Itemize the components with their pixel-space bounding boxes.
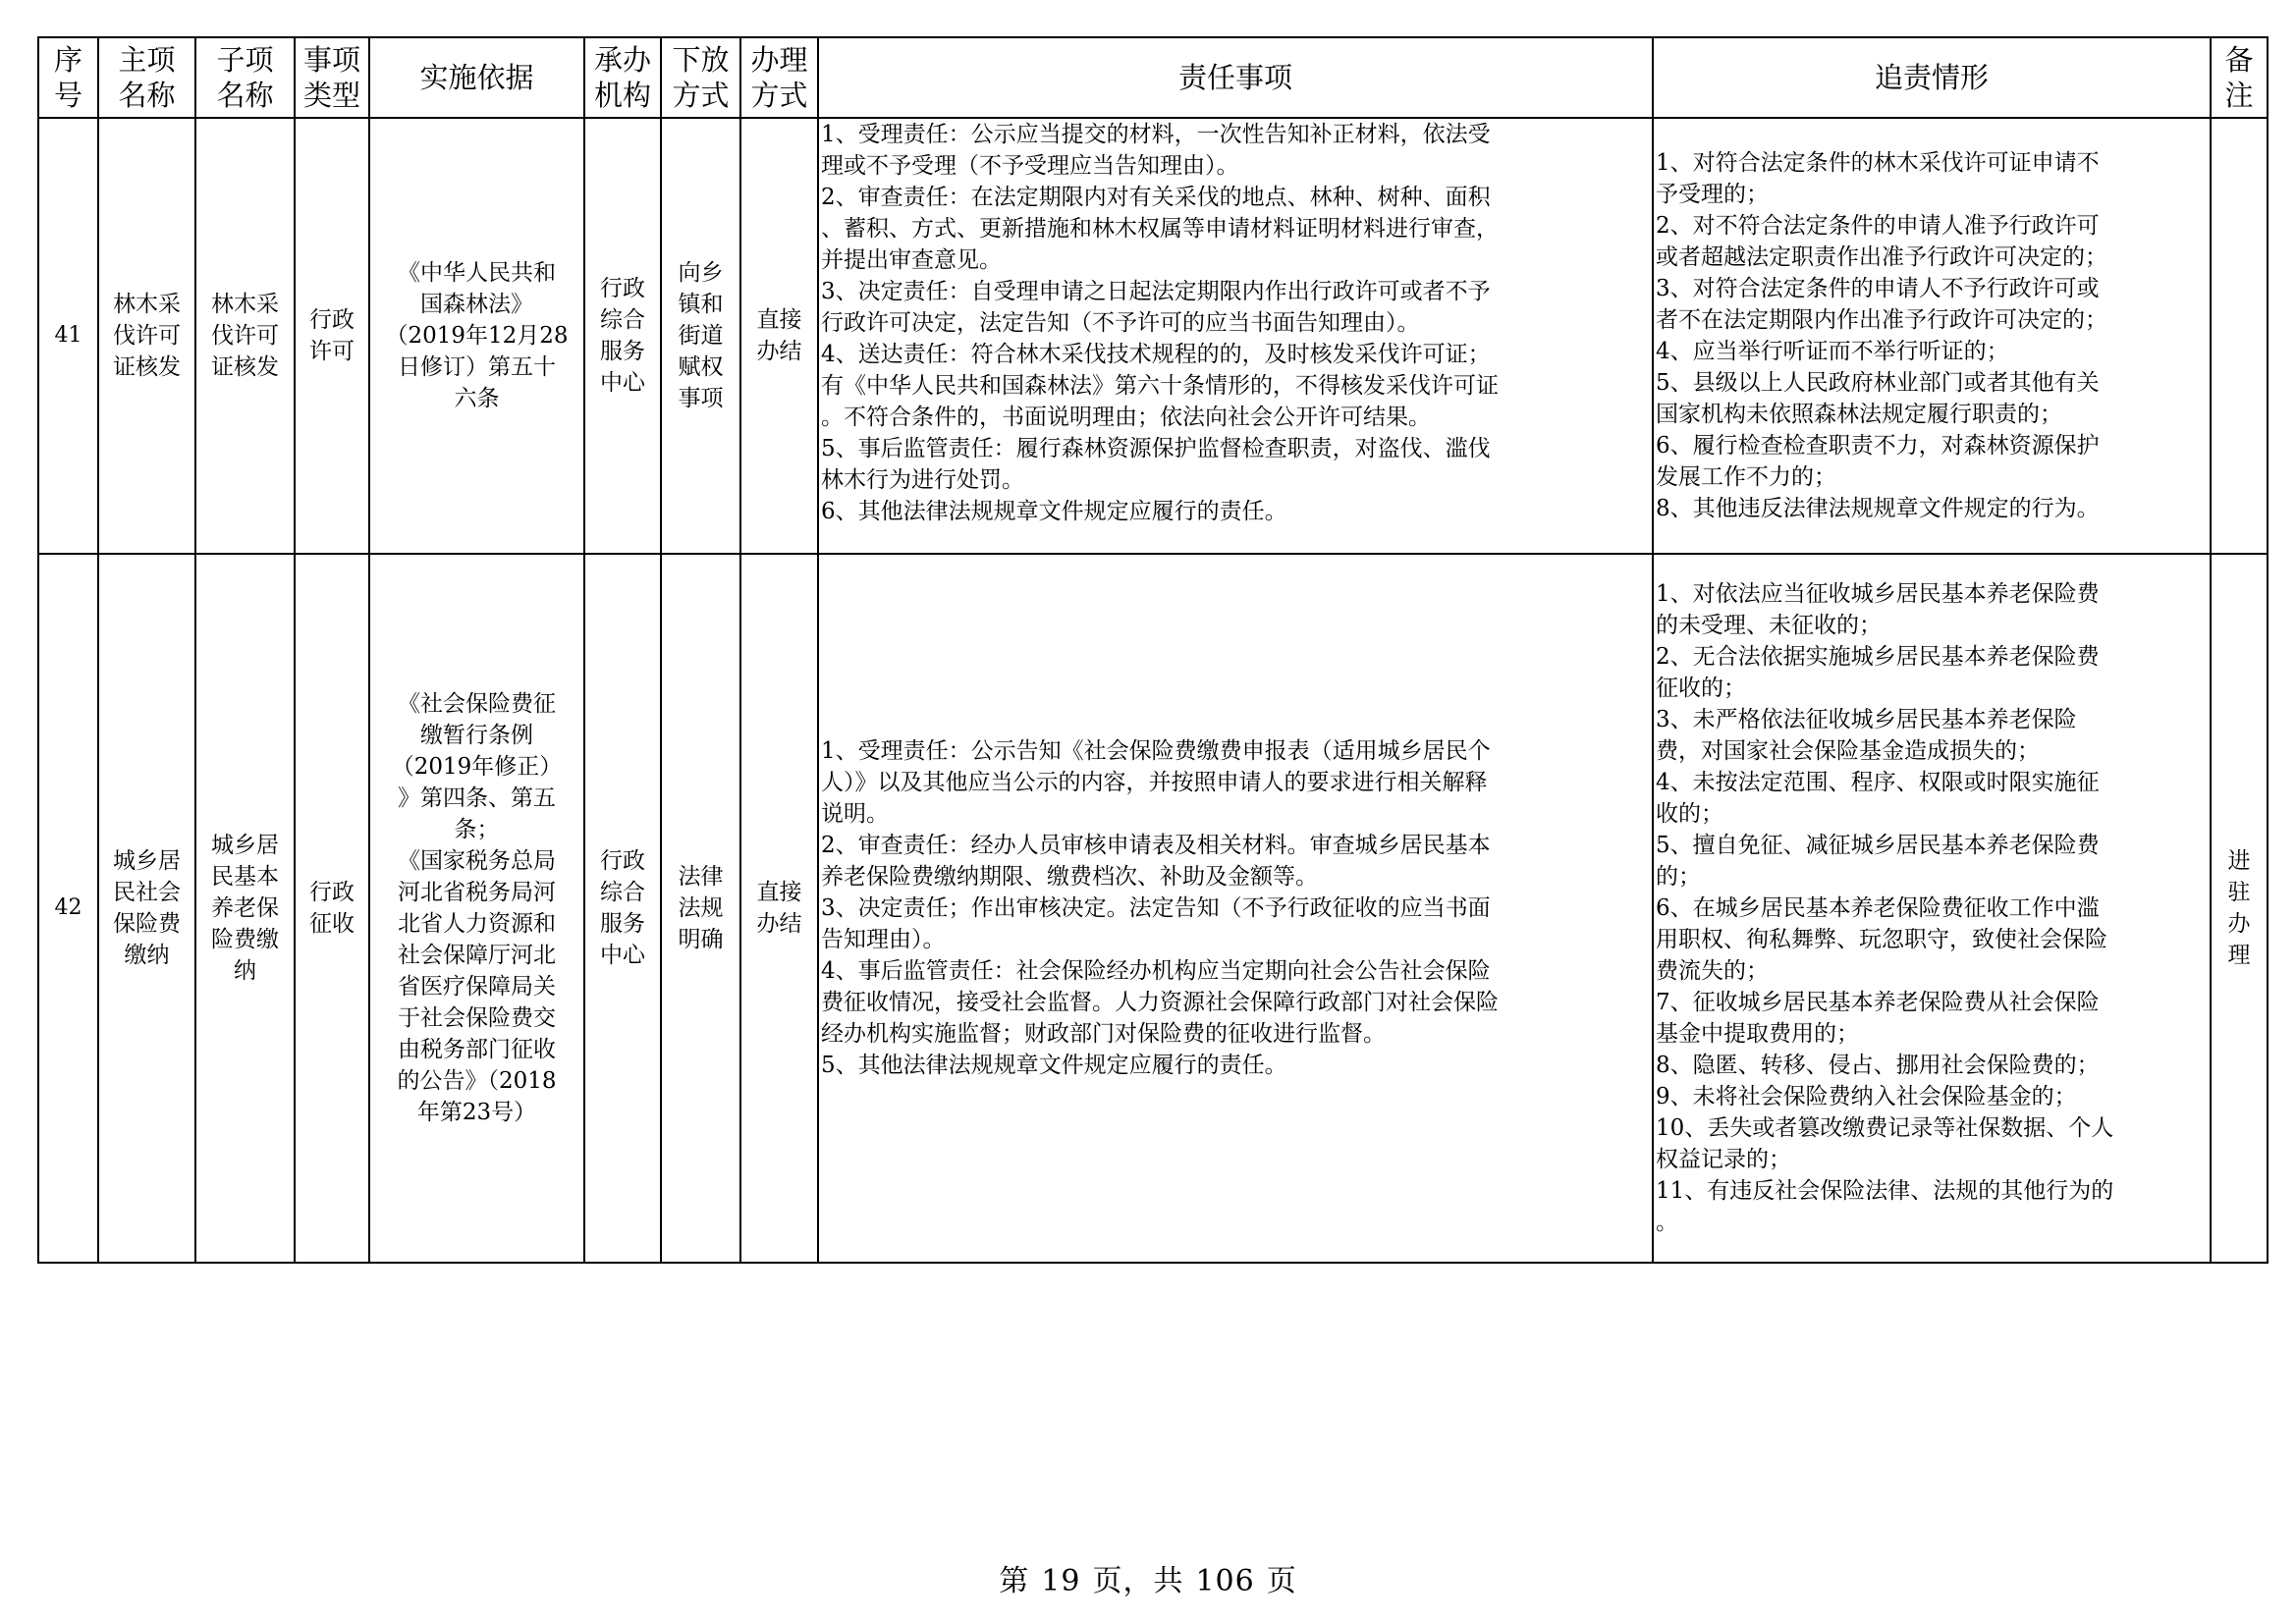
row-item-type: 行政 征收 <box>295 554 369 1263</box>
header-delegation: 下放 方式 <box>661 37 740 118</box>
row-remarks: 进 驻 办 理 <box>2211 554 2268 1263</box>
row-delegation: 法律 法规 明确 <box>661 554 740 1263</box>
header-agency: 承办 机构 <box>584 37 661 118</box>
header-main-item: 主项 名称 <box>98 37 195 118</box>
table-row <box>38 118 2268 554</box>
header-seq: 序 号 <box>38 37 98 118</box>
header-remarks: 备 注 <box>2211 37 2268 118</box>
row-seq: 42 <box>38 554 98 1263</box>
header-basis: 实施依据 <box>369 37 584 118</box>
page-footer <box>0 1556 2296 1599</box>
row-main-item: 城乡居 民社会 保险费 缴纳 <box>98 554 195 1263</box>
row-basis: 《中华人民共和 国森林法》 （2019年12月28 日修订）第五十 六条 <box>369 118 584 554</box>
footer-middle: 页，共 <box>1092 1564 1184 1598</box>
header-item-type: 事项 类型 <box>295 37 369 118</box>
row-sub-item: 城乡居 民基本 养老保 险费缴 纳 <box>195 554 295 1263</box>
row-accountability: 1、对依法应当征收城乡居民基本养老保险费 的未受理、未征收的； 2、无合法依据实施城乡居民基本养老保险费 征收的； 3、未严格依法征收城乡居民基本养老保险 费，对国家社会保险基金造成损失的； 4、未按法定范围、程序、权限或时限实施征 收的； 5、擅自免征、减征城乡居民基本养老保险费 的； 6、在城乡居民基本养老保险费征收工作中滥 用职权、徇私舞弊、玩忽职守，致使社会保险 费流失的； 7、征收城乡居民基本养老保险费从社会保险 基金中提取费用的； 8、隐匿、转移、侵占、挪用社会保险费的； 9、未将社会保险费纳入社会保险基金的； 10、丢失或者篡改缴费记录等社保数据、个人 权益记录的； 11、有违反社会保险法律、法规的其他行为的 。 <box>1653 554 2211 1263</box>
row-handling: 直接 办结 <box>740 118 818 554</box>
footer-prefix: 第 <box>999 1564 1030 1598</box>
responsibility-table <box>37 36 2269 1264</box>
row-basis: 《社会保险费征 缴暂行条例 （2019年修正） 》第四条、第五 条； 《国家税务总局 河北省税务局河 北省人力资源和 社会保障厅河北 省医疗保障局关 于社会保险费交 由税务部门征收 的公告》（2018 年第23号） <box>369 554 584 1263</box>
row-agency: 行政 综合 服务 中心 <box>584 554 661 1263</box>
row-main-item: 林木采 伐许可 证核发 <box>98 118 195 554</box>
row-responsibility: 1、受理责任：公示告知《社会保险费缴费申报表（适用城乡居民个 人）》以及其他应当公示的内容，并按照申请人的要求进行相关解释 说明。 2、审查责任：经办人员审核申请表及相关材料。审查城乡居民基本 养老保险费缴纳期限、缴费档次、补助及金额等。 3、决定责任；作出审核决定。法定告知（不予行政征收的应当书面 告知理由）。 4、事后监管责任：社会保险经办机构应当定期向社会公告社会保险 费征收情况，接受社会监督。人力资源社会保障行政部门对社会保险 经办机构实施监督；财政部门对保险费的征收进行监督。 5、其他法律法规规章文件规定应履行的责任。 <box>818 554 1653 1263</box>
header-row <box>38 37 2268 118</box>
footer-suffix: 页 <box>1266 1564 1297 1598</box>
row-handling: 直接 办结 <box>740 554 818 1263</box>
row-responsibility: 1、受理责任：公示应当提交的材料，一次性告知补正材料，依法受 理或不予受理（不予受理应当告知理由）。 2、审查责任：在法定期限内对有关采伐的地点、林种、树种、面积 、蓄积、方式、更新措施和林木权属等申请材料证明材料进行审查， 并提出审查意见。 3、决定责任：自受理申请之日起法定期限内作出行政许可或者不予 行政许可决定，法定告知（不予许可的应当书面告知理由）。 4、送达责任：符合林木采伐技术规程的的，及时核发采伐许可证； 有《中华人民共和国森林法》第六十条情形的，不得核发采伐许可证 。不符合条件的，书面说明理由；依法向社会公开许可结果。 5、事后监管责任：履行森林资源保护监督检查职责，对盗伐、滥伐 林木行为进行处罚。 6、其他法律法规规章文件规定应履行的责任。 <box>818 118 1653 554</box>
row-agency: 行政 综合 服务 中心 <box>584 118 661 554</box>
row-seq: 41 <box>38 118 98 554</box>
row-remarks <box>2211 118 2268 554</box>
row-sub-item: 林木采 伐许可 证核发 <box>195 118 295 554</box>
current-page-number: 19 <box>1041 1564 1081 1598</box>
table-row <box>38 554 2268 1263</box>
row-accountability: 1、对符合法定条件的林木采伐许可证申请不 予受理的； 2、对不符合法定条件的申请人准予行政许可 或者超越法定职责作出准予行政许可决定的； 3、对符合法定条件的申请人不予行政许可或 者不在法定期限内作出准予行政许可决定的； 4、应当举行听证而不举行听证的； 5、县级以上人民政府林业部门或者其他有关 国家机构未依照森林法规定履行职责的； 6、履行检查检查职责不力，对森林资源保护 发展工作不力的； 8、其他违反法律法规规章文件规定的行为。 <box>1653 118 2211 554</box>
header-handling: 办理 方式 <box>740 37 818 118</box>
header-responsibility: 责任事项 <box>818 37 1653 118</box>
row-item-type: 行政 许可 <box>295 118 369 554</box>
row-delegation: 向乡 镇和 街道 赋权 事项 <box>661 118 740 554</box>
header-sub-item: 子项 名称 <box>195 37 295 118</box>
header-accountability: 追责情形 <box>1653 37 2211 118</box>
total-page-count: 106 <box>1195 1564 1255 1598</box>
